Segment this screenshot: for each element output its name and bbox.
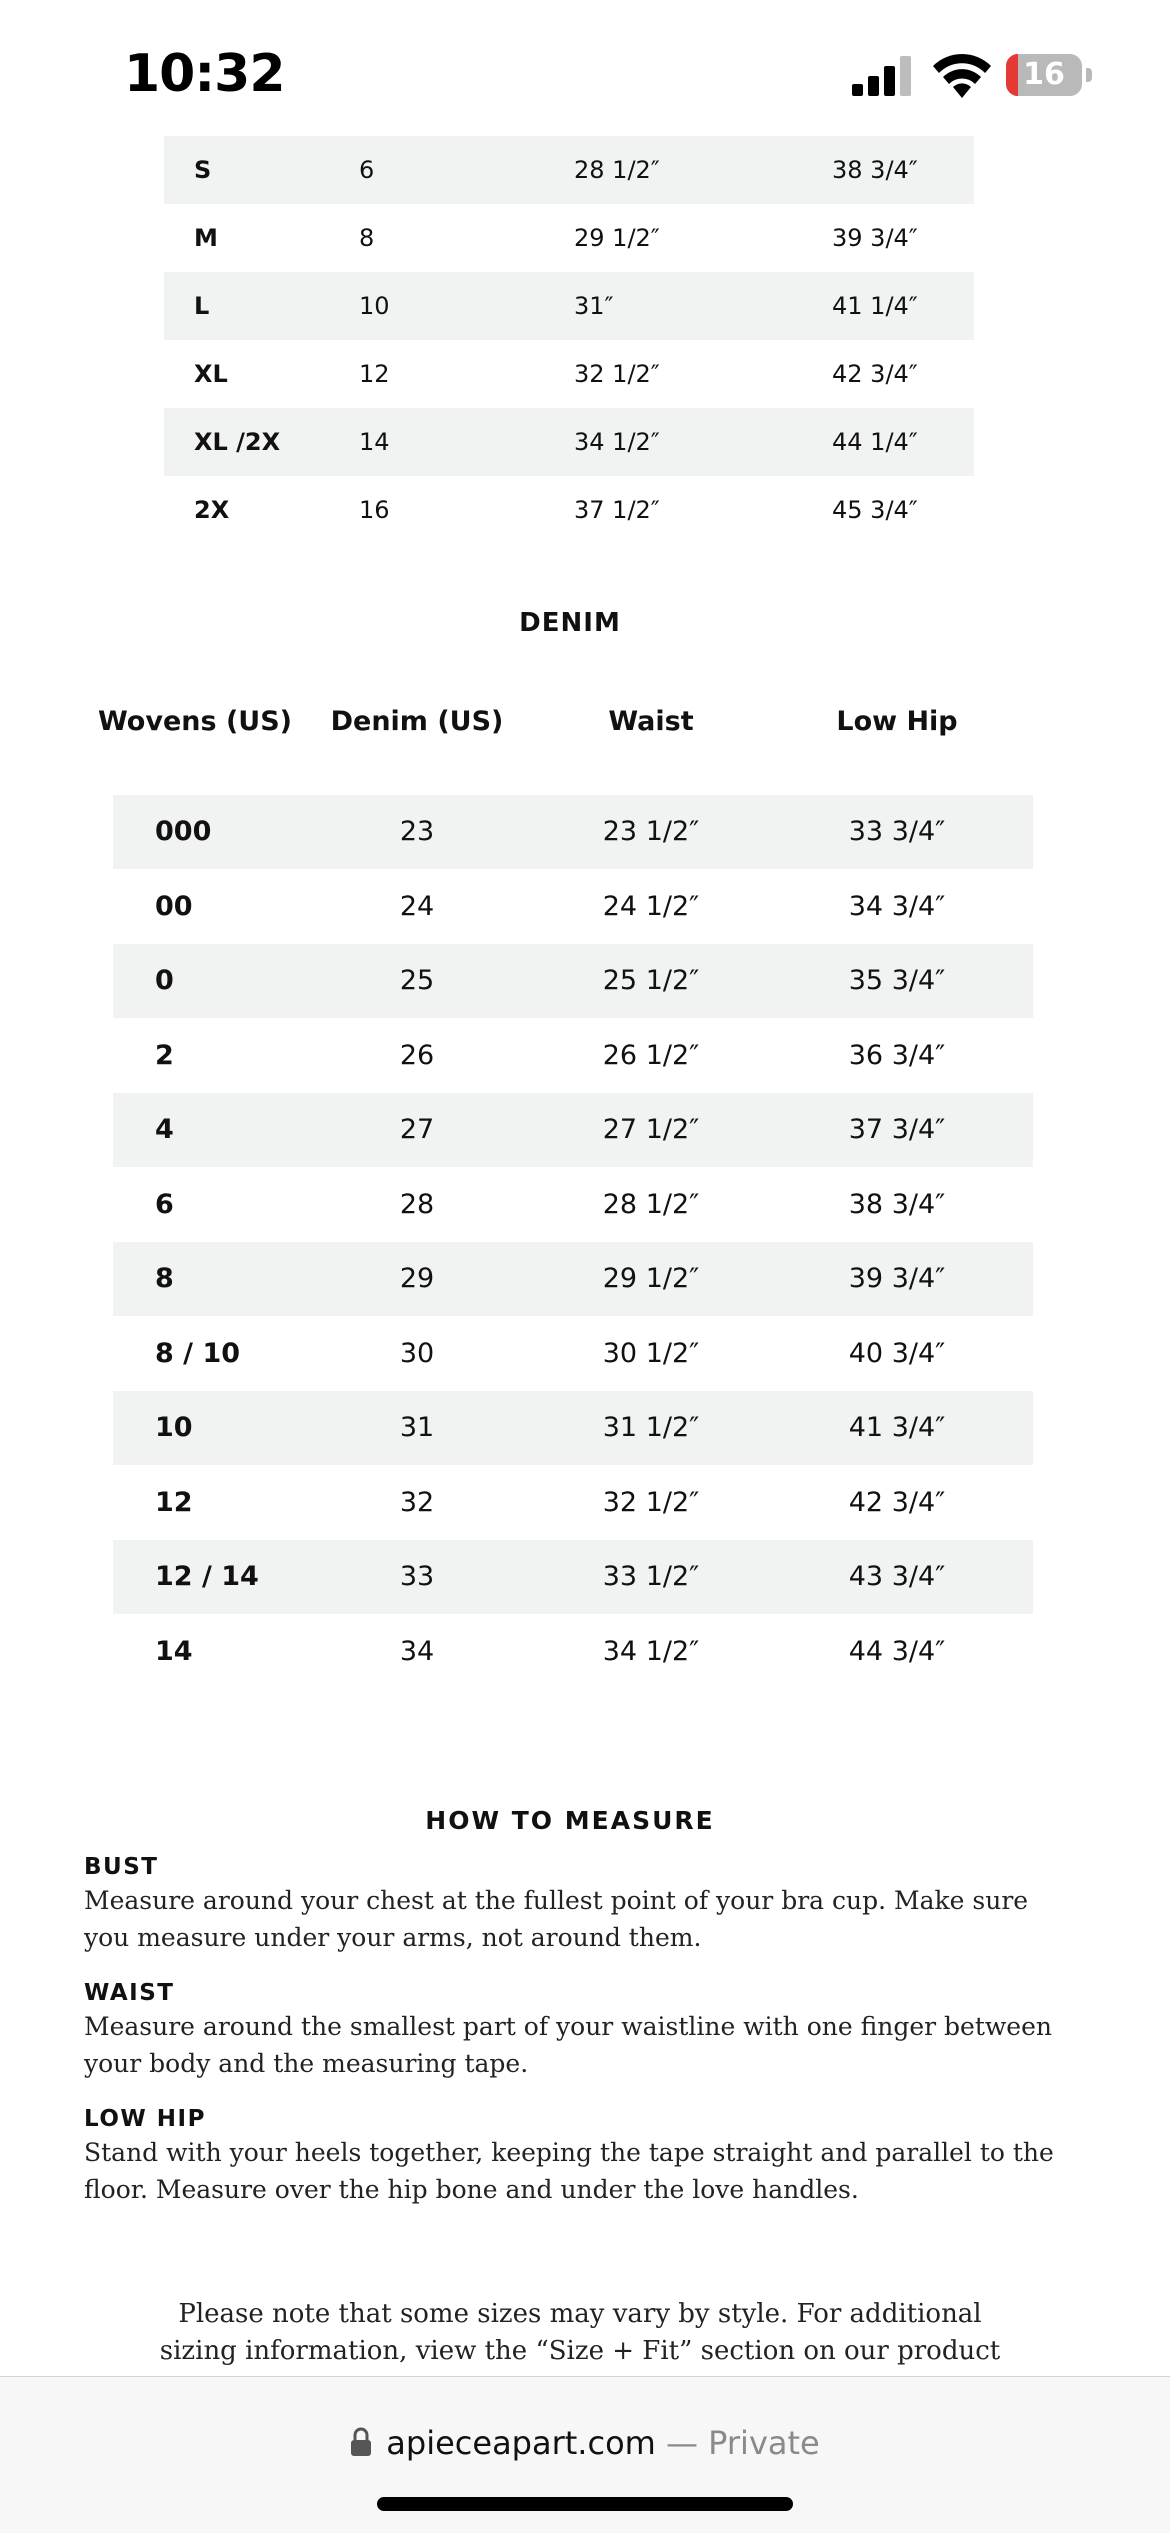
size-table-cell: 39 3/4″ [832,224,918,252]
size-table-cell: 14 [359,428,390,456]
measure-bust [84,1852,1064,1956]
measure-bust-heading: BUST [84,1854,159,1880]
size-table-cell: XL [194,360,228,388]
denim-table-cell: 4 [155,1114,174,1145]
denim-table-cell: 0 [155,965,174,996]
denim-table-cell: 32 1/2″ [602,1487,700,1518]
denim-table-cell: 41 3/4″ [848,1412,946,1443]
denim-table-row [113,1019,1033,1093]
denim-table-cell: 42 3/4″ [848,1487,946,1518]
battery-icon [1006,54,1092,96]
size-table-cell: 32 1/2″ [574,360,660,388]
denim-table-cell: 40 3/4″ [848,1338,946,1369]
measure-waist [84,1978,1064,2082]
browser-address-bar[interactable] [0,2376,1170,2533]
measure-low-hip-text: Stand with your heels together, keeping the tape straight and parallel to the floor. Measure over the hip bone and under the love handles. [84,2138,1054,2204]
url-domain: apieceapart.com [386,2424,656,2462]
cellular-signal-icon [852,56,914,96]
denim-table-cell: 24 1/2″ [602,891,700,922]
denim-header-denim: Denim (US) [330,706,504,737]
denim-table-row [113,1391,1033,1465]
size-table-cell: 34 1/2″ [574,428,660,456]
denim-header-low-hip: Low Hip [836,706,958,737]
size-table-cell: 16 [359,496,390,524]
denim-table-cell: 38 3/4″ [848,1189,946,1220]
denim-table-cell: 000 [155,816,212,847]
status-time: 10:32 [124,44,285,104]
size-table-row [164,136,974,204]
size-table-row [164,340,974,408]
denim-header-wovens: Wovens (US) [97,706,293,737]
denim-table-cell: 10 [155,1412,193,1443]
size-table-cell: S [194,156,212,184]
how-to-measure-title: HOW TO MEASURE [425,1806,715,1835]
denim-table-cell: 25 1/2″ [602,965,700,996]
denim-table-row [113,1615,1033,1689]
denim-table-cell: 24 [399,891,435,922]
denim-table-cell: 12 / 14 [155,1561,259,1592]
denim-table-row [113,1540,1033,1614]
denim-table-cell: 27 1/2″ [602,1114,700,1145]
size-table-cell: L [194,292,210,320]
size-table-row [164,204,974,272]
size-table-cell: M [194,224,218,252]
denim-table-cell: 26 [399,1040,435,1071]
denim-table-cell: 33 3/4″ [848,816,946,847]
denim-table-cell: 23 [399,816,435,847]
denim-table-row [113,1242,1033,1316]
size-table-cell: 41 1/4″ [832,292,918,320]
battery-percentage: 16 [1023,57,1065,92]
measure-bust-text: Measure around your chest at the fullest point of your bra cup. Make sure you measure under your arms, not around them. [84,1886,1029,1952]
denim-table-cell: 00 [155,891,193,922]
size-table-row [164,476,974,544]
wifi-icon [932,52,992,98]
denim-table-cell: 34 1/2″ [602,1636,700,1667]
sizing-note: Please note that some sizes may vary by style. For additional sizing information, view the “Size + Fit” section on our product [159,2299,1001,2366]
denim-table-cell: 30 [399,1338,435,1369]
denim-table-cell: 23 1/2″ [602,816,700,847]
denim-table-cell: 29 1/2″ [602,1263,700,1294]
denim-table-cell: 6 [155,1189,174,1220]
size-table-cell: XL /2X [194,428,281,456]
denim-table-cell: 35 3/4″ [848,965,946,996]
denim-table-cell: 29 [399,1263,435,1294]
denim-table-cell: 43 3/4″ [848,1561,946,1592]
home-indicator[interactable] [377,2497,793,2511]
size-table-row [164,272,974,340]
denim-table-row [113,795,1033,869]
denim-table-cell: 2 [155,1040,174,1071]
denim-table-cell: 8 [155,1263,174,1294]
denim-table-cell: 28 [399,1189,435,1220]
denim-table-cell: 34 [399,1636,435,1667]
denim-table-cell: 32 [399,1487,435,1518]
size-table-cell: 29 1/2″ [574,224,660,252]
measure-waist-text: Measure around the smallest part of your waistline with one finger between your body and the measuring tape. [84,2012,1052,2078]
denim-table-cell: 33 [399,1561,435,1592]
size-table-cell: 2X [194,496,230,524]
denim-table-cell: 27 [399,1114,435,1145]
denim-table-row [113,1466,1033,1540]
private-label: — Private [655,2424,820,2462]
size-table-cell: 6 [359,156,375,184]
denim-table-cell: 30 1/2″ [602,1338,700,1369]
denim-title: DENIM [519,608,621,638]
size-table-cell: 37 1/2″ [574,496,660,524]
size-table-cell: 42 3/4″ [832,360,918,388]
size-table-row [164,408,974,476]
denim-table-row [113,1168,1033,1242]
denim-table-cell: 34 3/4″ [848,891,946,922]
denim-table-cell: 28 1/2″ [602,1189,700,1220]
denim-table-cell: 39 3/4″ [848,1263,946,1294]
size-table-cell: 12 [359,360,390,388]
denim-table-cell: 44 3/4″ [848,1636,946,1667]
denim-header-waist: Waist [608,706,694,737]
denim-table-row [113,1093,1033,1167]
denim-table-cell: 14 [155,1636,193,1667]
size-table-cell: 45 3/4″ [832,496,918,524]
denim-table-cell: 31 [399,1412,435,1443]
denim-table-cell: 37 3/4″ [848,1114,946,1145]
denim-table-row [113,1317,1033,1391]
size-table-cell: 44 1/4″ [832,428,918,456]
denim-table-cell: 25 [399,965,435,996]
size-table-cell: 31″ [574,292,614,320]
denim-table-cell: 31 1/2″ [602,1412,700,1443]
status-bar [0,0,1170,140]
denim-table-cell: 36 3/4″ [848,1040,946,1071]
measure-waist-heading: WAIST [84,1980,175,2006]
size-table-cell: 10 [359,292,390,320]
size-table-cell: 8 [359,224,375,252]
measure-low-hip-heading: LOW HIP [84,2106,206,2132]
url-display[interactable] [0,2415,1170,2471]
denim-table-cell: 33 1/2″ [602,1561,700,1592]
size-table-cell: 38 3/4″ [832,156,918,184]
denim-table-row [113,944,1033,1018]
denim-table-cell: 12 [155,1487,193,1518]
size-table-cell: 28 1/2″ [574,156,660,184]
measure-low-hip [84,2104,1064,2208]
denim-table-row [113,870,1033,944]
denim-table-cell: 8 / 10 [155,1338,241,1369]
denim-table-cell: 26 1/2″ [602,1040,700,1071]
lock-icon [350,2427,372,2457]
